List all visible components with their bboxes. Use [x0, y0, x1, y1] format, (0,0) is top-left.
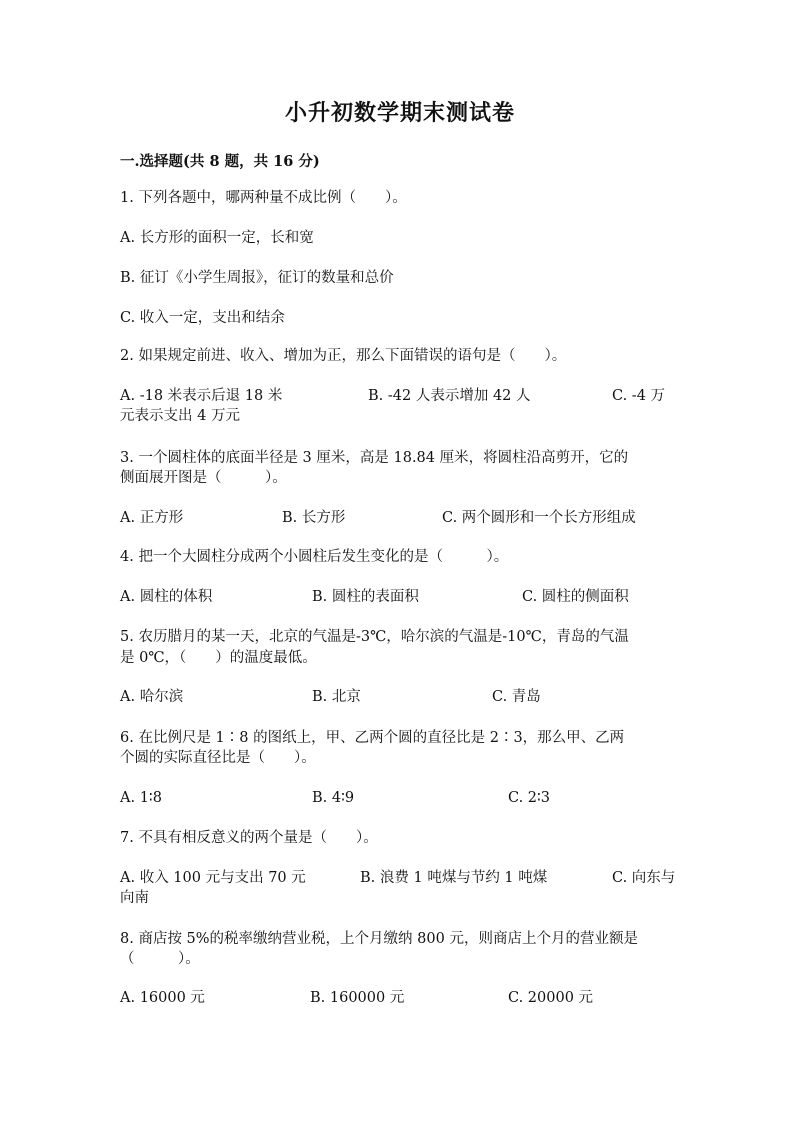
question-3-stem-line-1: 3. 一个圆柱体的底面半径是 3 厘米，高是 18.84 厘米，将圆柱沿高剪开，它的 [120, 450, 629, 466]
question-2-option-c-continued: 元表示支出 4 万元 [120, 408, 240, 424]
question-5-option-a: A. 哈尔滨 [120, 689, 184, 705]
section-heading: 一.选择题(共 8 题，共 16 分) [120, 153, 320, 170]
question-5-stem-line-2: 是 0℃，（ ）的温度最低。 [120, 650, 317, 666]
question-6-option-c: C. 2∶3 [508, 790, 551, 806]
question-7-stem: 7. 不具有相反意义的两个量是（ ）。 [120, 830, 378, 846]
question-8-option-b: B. 160000 元 [310, 990, 405, 1006]
question-3-stem-line-2: 侧面展开图是（ ）。 [120, 470, 287, 486]
question-7-option-c-continued: 向南 [120, 890, 149, 906]
question-4-option-b: B. 圆柱的表面积 [312, 589, 419, 605]
question-6-stem-line-1: 6. 在比例尺是 1∶8 的图纸上，甲、乙两个圆的直径比是 2∶3，那么甲、乙两 [120, 730, 625, 746]
question-4-stem: 4. 把一个大圆柱分成两个小圆柱后发生变化的是（ ）。 [120, 549, 509, 565]
question-6-stem-line-2: 个圆的实际直径比是（ ）。 [120, 750, 316, 766]
question-2-option-c: C. -4 万 [612, 388, 666, 404]
question-1-stem: 1. 下列各题中，哪两种量不成比例（ ）。 [120, 190, 407, 206]
question-4-option-c: C. 圆柱的侧面积 [522, 589, 629, 605]
question-6-option-a: A. 1∶8 [120, 790, 162, 806]
question-8-option-a: A. 16000 元 [120, 990, 205, 1006]
question-2-stem: 2. 如果规定前进、收入、增加为正，那么下面错误的语句是（ ）。 [120, 348, 567, 364]
question-1-option-b: B. 征订《小学生周报》，征订的数量和总价 [120, 270, 394, 286]
question-4-option-a: A. 圆柱的体积 [120, 589, 213, 605]
question-3-option-c: C. 两个圆形和一个长方形组成 [442, 510, 636, 526]
question-1-option-c: C. 收入一定，支出和结余 [120, 310, 285, 326]
question-3-option-b: B. 长方形 [282, 510, 346, 526]
question-5-option-c: C. 青岛 [492, 689, 541, 705]
question-7-option-b: B. 浪费 1 吨煤与节约 1 吨煤 [360, 870, 548, 886]
question-8-stem-line-2: （ ）。 [120, 951, 200, 967]
question-8-stem-line-1: 8. 商店按 5%的税率缴纳营业税，上个月缴纳 800 元，则商店上个月的营业额是 [120, 931, 638, 947]
question-1-option-a: A. 长方形的面积一定，长和宽 [120, 230, 314, 246]
question-2-option-b: B. -42 人表示增加 42 人 [368, 388, 531, 404]
question-6-option-b: B. 4∶9 [312, 790, 355, 806]
question-8-option-c: C. 20000 元 [508, 990, 594, 1006]
question-5-stem-line-1: 5. 农历腊月的某一天，北京的气温是-3℃，哈尔滨的气温是-10℃，青岛的气温 [120, 629, 629, 645]
question-3-option-a: A. 正方形 [120, 510, 184, 526]
question-5-option-b: B. 北京 [312, 689, 361, 705]
question-7-option-c: C. 向东与 [612, 870, 676, 886]
page-title: 小升初数学期末测试卷 [284, 100, 515, 126]
question-7-option-a: A. 收入 100 元与支出 70 元 [120, 870, 306, 886]
question-2-option-a: A. -18 米表示后退 18 米 [120, 388, 283, 404]
